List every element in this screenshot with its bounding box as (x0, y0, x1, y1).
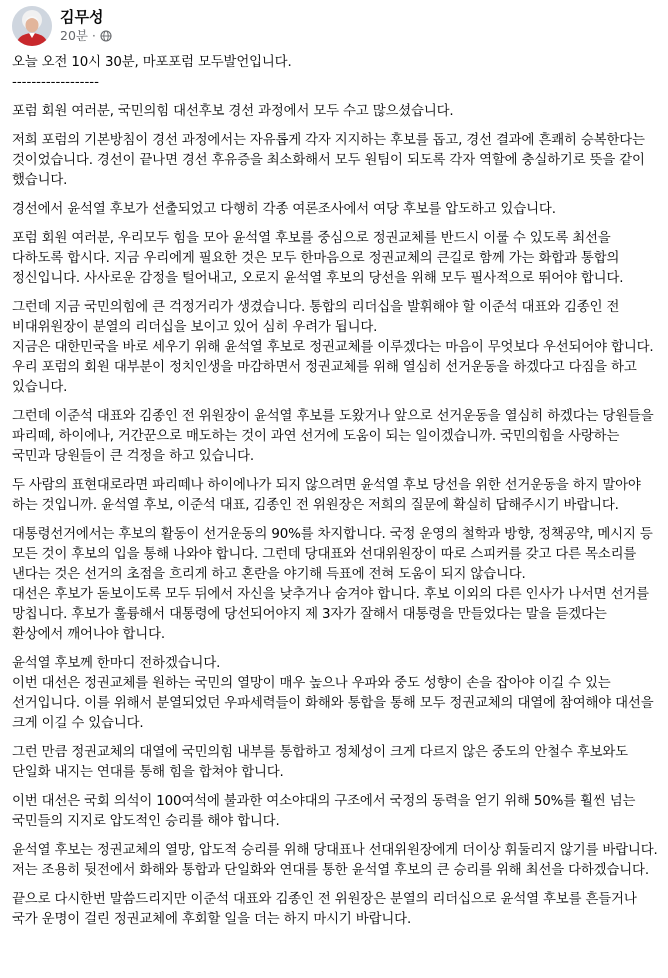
post-paragraph: 대통령선거에서는 후보의 활동이 선거운동의 90%를 차지합니다. 국정 운영의 철학과 방향, 정책공약, 메시지 등 모든 것이 후보의 입을 통해 나와야 합니다. 그런데 당대표와 선대위원장이 따로 스피커를 갖고 다른 목소리를 낸다는 것은 선거의 초점을 흐리게 하고 혼란을 야기해 득표에 전혀 도움이 되지 않습니다. (12, 527, 653, 582)
post-paragraph: 지금은 대한민국을 바로 세우기 위해 윤석열 후보로 정권교체를 이루겠다는 마음이 무엇보다 우선되어야 합니다. 우리 포럼의 회원 대부분이 정치인생을 마감하면서 정권교체를 위해 열심히 선거운동을 하겠다고 다짐을 하고 있습니다. (12, 340, 654, 395)
avatar[interactable] (12, 6, 52, 46)
post-paragraph: 경선에서 윤석열 후보가 선출되었고 다행히 각종 여론조사에서 여당 후보를 압도하고 있습니다. (12, 202, 556, 217)
post-paragraph: 그런데 이준석 대표와 김종인 전 위원장이 윤석열 후보를 도왔거나 앞으로 선거운동을 열심히 하겠다는 당원들을 파리떼, 하이에나, 거간꾼으로 매도하는 것이 과연 선거에 도움이 되는 일이겠습니까. 국민의힘을 사랑하는 국민과 당원들이 큰 걱정을 하고 있습니다. (12, 409, 654, 464)
post-paragraph: 포럼 회원 여러분, 국민의힘 대선후보 경선 과정에서 모두 수고 많으셨습니다. (12, 104, 454, 119)
post-paragraph: 포럼 회원 여러분, 우리모두 힘을 모아 윤석열 후보를 중심으로 정권교체를 반드시 이룰 수 있도록 최선을 다하도록 합시다. 지금 우리에게 필요한 것은 모두 한마음으로 정권교체의 큰길로 함께 가는 화합과 통합의 정신입니다. 사사로운 감정을 털어내고, 오로지 윤석열 후보의 당선을 위해 모두 필사적으로 뛰어야 합니다. (12, 231, 624, 286)
post-paragraph: 그런 만큼 정권교체의 대열에 국민의힘 내부를 통합하고 정체성이 크게 다르지 않은 중도의 안철수 후보와도 단일화 내지는 연대를 통해 힘을 합쳐야 합니다. (12, 745, 628, 780)
post-meta (60, 8, 112, 44)
post-paragraph: 그런데 지금 국민의힘에 큰 걱정거리가 생겼습니다. 통합의 리더십을 발휘해야 할 이준석 대표와 김종인 전 비대위원장이 분열의 리더십을 보이고 있어 심히 우려가 됩니다. (12, 300, 620, 335)
post-body (12, 53, 660, 939)
post-paragraph: 대선은 후보가 돋보이도록 모두 뒤에서 자신을 낮추거나 숨겨야 합니다. 후보 이외의 다른 인사가 나서면 선거를 망칩니다. 후보가 훌륭해서 대통령에 당선되어야지 제 3자가 잘해서 대통령을 만들었다는 말을 듣겠다는 환상에서 깨어나야 합니다. (12, 587, 649, 642)
author-name[interactable]: 김무성 (60, 8, 104, 26)
post-subline (60, 28, 112, 44)
post-paragraph: 끝으로 다시한번 말씀드리지만 이준석 대표와 김종인 전 위원장은 분열의 리더십으로 윤석열 후보를 흔들거나 국가 운명이 걸린 정권교체에 후회할 일을 더는 하지 마시기 바랍니다. (12, 892, 637, 927)
post-paragraph: 이번 대선은 정권교체를 원하는 국민의 열망이 매우 높으나 우파와 중도 성향이 손을 잡아야 이길 수 있는 선거입니다. 이를 위해서 분열되었던 우파세력들이 화해와 통합을 통해 모두 정권교체의 대열에 참여해야 대선을 크게 이길 수 있습니다. (12, 676, 654, 731)
post-paragraph: 윤석열 후보는 정권교체의 열망, 압도적 승리를 위해 당대표나 선대위원장에게 더이상 휘둘리지 않기를 바랍니다. (12, 843, 658, 858)
profile-photo (12, 6, 52, 46)
post-timestamp[interactable]: 20분 (60, 28, 88, 43)
post-paragraph: 저는 조용히 뒷전에서 화해와 통합과 단일화와 연대를 통한 윤석열 후보의 큰 승리를 위해 최선을 다하겠습니다. (12, 863, 649, 878)
meta-separator: · (91, 29, 96, 43)
post-header (12, 6, 112, 46)
post-paragraph: 두 사람의 표현대로라면 파리떼나 하이에나가 되지 않으려면 윤석열 후보 당선을 위한 선거운동을 하지 말아야 하는 것입니까. 윤석열 후보, 이준석 대표, 김종인 전 위원장은 저희의 질문에 확실히 답해주시기 바랍니다. (12, 478, 641, 513)
post-paragraph: 이번 대선은 국회 의석이 100여석에 불과한 여소야대의 구조에서 국정의 동력을 얻기 위해 50%를 훨씬 넘는 국민들의 지지로 압도적인 승리를 해야 합니다. (12, 794, 636, 829)
post-paragraph: 오늘 오전 10시 30분, 마포포럼 모두발언입니다. (12, 55, 292, 70)
post-paragraph: 윤석열 후보께 한마디 전하겠습니다. (12, 656, 221, 671)
post-paragraph: 저희 포럼의 기본방침이 경선 과정에서는 자유롭게 각자 지지하는 후보를 돕고, 경선 결과에 흔쾌히 승복한다는 것이었습니다. 경선이 끝나면 경선 후유증을 최소화해서 모두 원팀이 되도록 각자 역할에 충실하기로 뜻을 같이 했습니다. (12, 133, 645, 188)
globe-icon[interactable] (100, 30, 112, 42)
post-divider-line: ------------------ (12, 75, 99, 90)
